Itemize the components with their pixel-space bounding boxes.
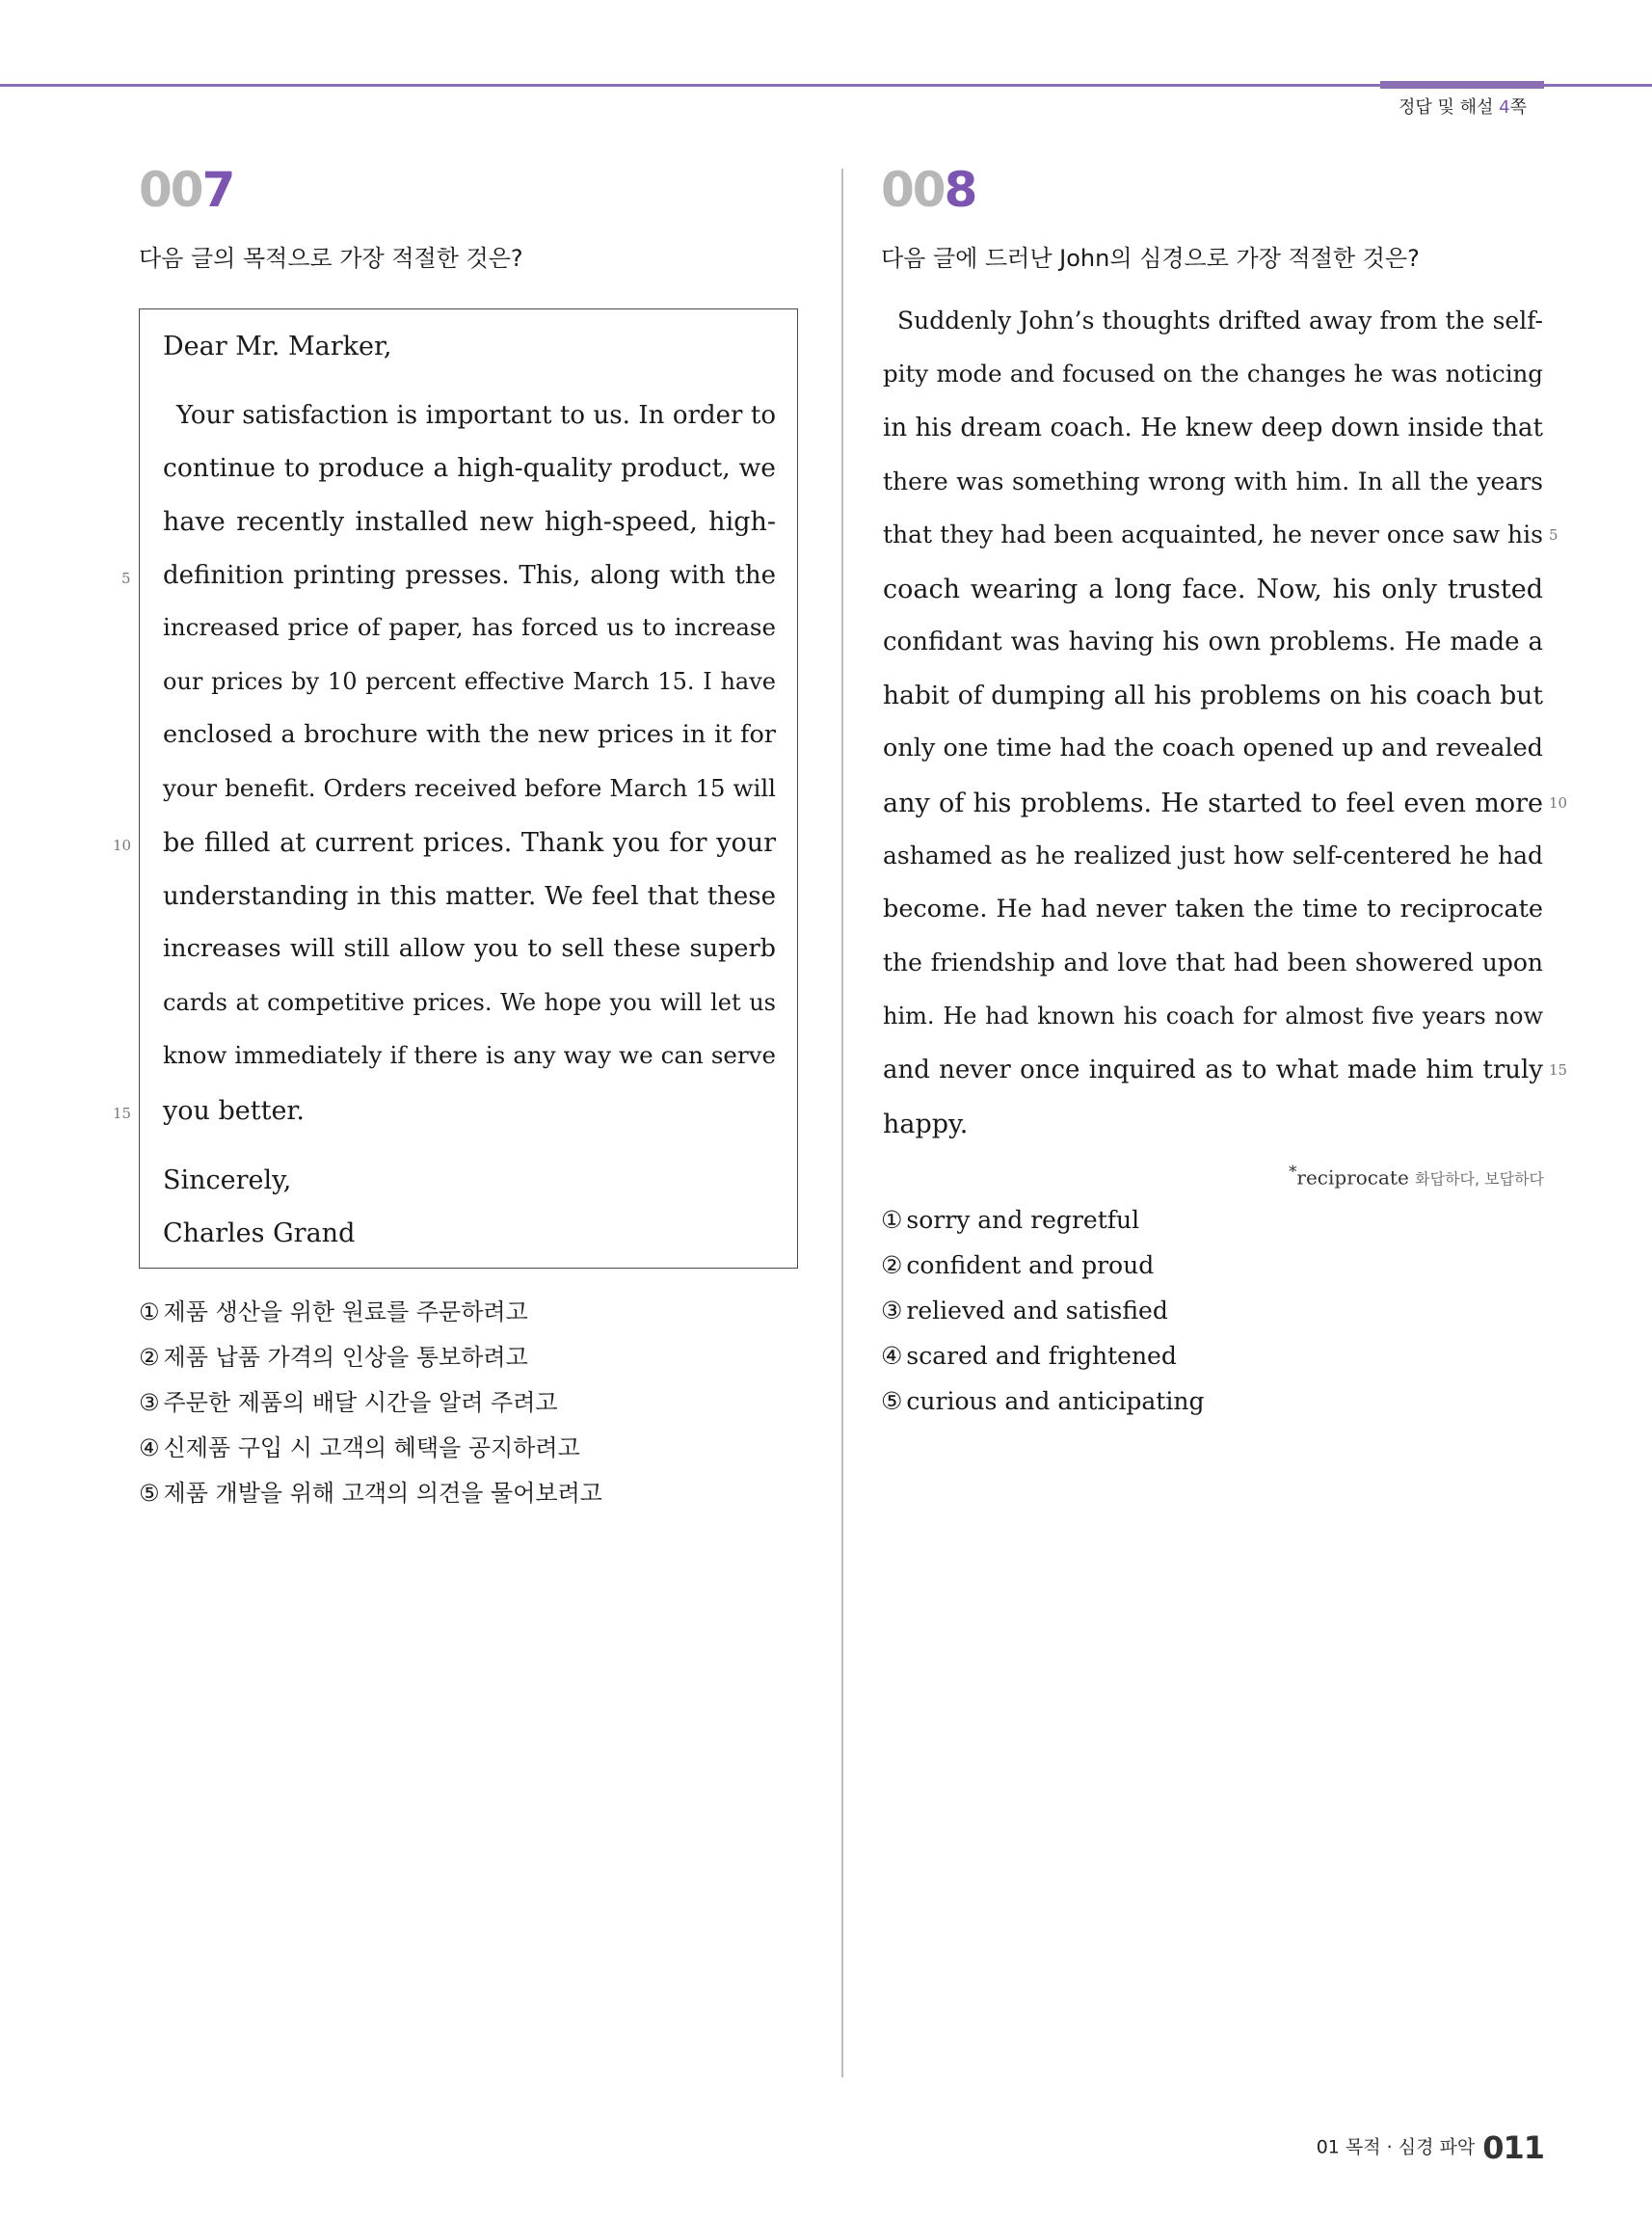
answer-option-3[interactable]: ③ 주문한 제품의 배달 시간을 알려 주려고 xyxy=(139,1389,558,1416)
answer-option-2[interactable]: ② 제품 납품 가격의 인상을 통보하려고 xyxy=(139,1344,528,1371)
column-divider xyxy=(841,169,843,2077)
line-number: 10 xyxy=(1549,794,1568,812)
letter-line: your benefit. Orders received before March 15 will xyxy=(163,774,776,802)
question-number-008: 008 xyxy=(881,162,976,218)
passage-line: in his dream coach. He knew deep down inside that xyxy=(883,414,1543,442)
line-number: 10 xyxy=(113,837,132,854)
letter-line: enclosed a brochure with the new prices in it for xyxy=(163,720,776,749)
passage-line: ashamed as he realized just how self-centered he had xyxy=(883,842,1543,870)
page-number: 011 xyxy=(1482,2129,1544,2166)
passage-line: habit of dumping all his problems on his coach but xyxy=(883,681,1543,710)
passage-line: that they had been acquainted, he never once saw his xyxy=(883,521,1543,549)
letter-line: continue to produce a high-quality product, we xyxy=(163,453,776,483)
page-footer xyxy=(1316,2129,1544,2166)
answer-option-1[interactable]: ① 제품 생산을 위한 원료를 주문하려고 xyxy=(139,1298,528,1325)
passage-line: there was something wrong with him. In all the years xyxy=(883,468,1543,495)
passage-line: only one time had the coach opened up and revealed xyxy=(883,734,1543,763)
letter-line: have recently installed new high-speed, high- xyxy=(163,507,776,537)
passage-line: happy. xyxy=(883,1110,969,1139)
passage-line: him. He had known his coach for almost five years now xyxy=(883,1003,1543,1030)
question-number-007: 007 xyxy=(139,162,234,218)
passage-line: and never once inquired as to what made him truly xyxy=(883,1056,1543,1084)
answer-option-4[interactable]: ④ scared and frightened xyxy=(881,1342,1177,1370)
letter-line: increases will still allow you to sell these superb xyxy=(163,934,776,963)
footnote: *reciprocate 화답하다, 보답하다 xyxy=(1289,1163,1544,1190)
passage-line: confidant was having his own problems. He made a xyxy=(883,628,1543,656)
passage-line: coach wearing a long face. Now, his only trusted xyxy=(883,575,1543,604)
answer-option-3[interactable]: ③ relieved and satisfied xyxy=(881,1297,1168,1325)
passage-line: the friendship and love that had been showered upon xyxy=(883,949,1543,977)
line-number: 5 xyxy=(121,570,131,587)
answer-option-2[interactable]: ② confident and proud xyxy=(881,1251,1155,1279)
question-instruction-007: 다음 글의 목적으로 가장 적절한 것은? xyxy=(139,245,523,272)
letter-closing: Sincerely, xyxy=(163,1165,292,1195)
letter-signature: Charles Grand xyxy=(163,1218,356,1248)
answer-option-5[interactable]: ⑤ curious and anticipating xyxy=(881,1387,1205,1415)
letter-line: our prices by 10 percent effective March 15. I have xyxy=(163,668,776,695)
answer-option-4[interactable]: ④ 신제품 구입 시 고객의 혜택을 공지하려고 xyxy=(139,1434,580,1461)
answer-option-5[interactable]: ⑤ 제품 개발을 위해 고객의 의견을 물어보려고 xyxy=(139,1480,602,1507)
line-number: 5 xyxy=(1549,526,1559,544)
section-title: 01 목적 · 심경 파악 xyxy=(1316,2136,1476,2158)
line-number: 15 xyxy=(1549,1061,1568,1079)
letter-line: increased price of paper, has forced us to increase xyxy=(163,613,776,641)
letter-line: cards at competitive prices. We hope you will let us xyxy=(163,989,776,1016)
letter-line: be filled at current prices. Thank you for your xyxy=(163,828,776,858)
top-accent-tab xyxy=(1380,81,1544,89)
letter-line: definition printing presses. This, along with the xyxy=(163,561,776,590)
answer-option-1[interactable]: ① sorry and regretful xyxy=(881,1206,1140,1234)
question-instruction-008: 다음 글에 드러난 John의 심경으로 가장 적절한 것은? xyxy=(881,245,1420,272)
letter-line: know immediately if there is any way we can serve xyxy=(163,1041,776,1069)
letter-greeting: Dear Mr. Marker, xyxy=(163,332,392,361)
letter-line: Your satisfaction is important to us. In order to xyxy=(176,401,776,430)
letter-line: you better. xyxy=(163,1096,305,1126)
letter-line: understanding in this matter. We feel that these xyxy=(163,882,776,911)
passage-line: become. He had never taken the time to reciprocate xyxy=(883,895,1543,923)
passage-line: pity mode and focused on the changes he was noticing xyxy=(883,360,1543,388)
passage-line: Suddenly John’s thoughts drifted away from the self- xyxy=(897,307,1543,334)
answer-reference: 정답 및 해설 4쪽 xyxy=(1399,97,1527,118)
passage-line: any of his problems. He started to feel even more xyxy=(883,789,1543,818)
line-number: 15 xyxy=(113,1105,132,1122)
